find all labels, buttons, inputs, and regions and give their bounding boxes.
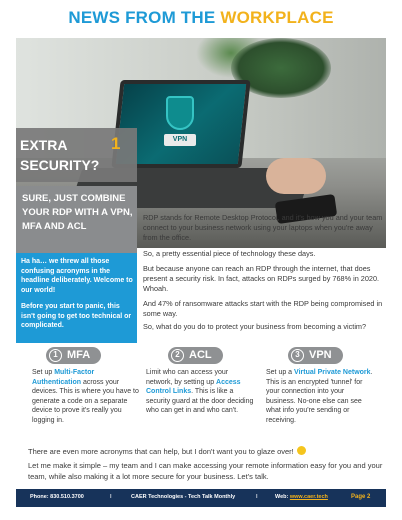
body-paragraph-1: RDP stands for Remote Desktop Protocol, and it's how you and your team connect to your business network using your laptops when you're away from the office. — [143, 213, 383, 242]
vpn-screen-tag: VPN — [164, 134, 196, 146]
closing-paragraph-1 — [28, 446, 383, 458]
number-circle-icon: 2 — [171, 349, 184, 362]
pill-label: VPN — [309, 349, 332, 361]
footer-web-link[interactable]: www.caer.tech — [289, 494, 328, 500]
footer-separator: I — [256, 494, 258, 500]
footer-phone: Phone: 830.510.3700 — [30, 494, 84, 500]
column-vpn — [266, 368, 374, 425]
smiley-icon — [297, 446, 306, 455]
title-part-workplace: WORKPLACE — [220, 8, 334, 27]
number-circle-icon: 3 — [291, 349, 304, 362]
column-text-post: . This is an encrypted 'tunnel' for your connection into your business. No-one else can see what info you're sending or receiving. — [266, 369, 373, 424]
footer-web — [275, 494, 328, 500]
closing-text-1: There are even more acronyms that can help, but I don't want you to glaze over! — [28, 447, 294, 456]
sidebar-subheading: SURE, JUST COMBINE YOUR RDP WITH A VPN, MFA AND ACL — [22, 193, 133, 232]
column-acl — [146, 368, 254, 416]
pill-vpn — [288, 347, 343, 364]
body-paragraph-5: So, what do you do to protect your business from becoming a victim? — [143, 322, 367, 331]
title-part-news: NEWS FROM THE — [68, 8, 221, 27]
column-highlight: Multi-Factor Authentication — [32, 369, 95, 386]
column-mfa — [32, 368, 140, 425]
pill-label: ACL — [189, 349, 212, 361]
footer-separator: I — [110, 494, 112, 500]
number-circle-icon: 1 — [49, 349, 62, 362]
body-paragraph-3: But because anyone can reach an RDP through the internet, that does present a security risk. In fact, attacks on RDPs surged by 768% in 2020. Whoah. — [143, 264, 380, 293]
hand-illustration — [266, 158, 326, 194]
closing-paragraph-2: Let me make it simple – my team and I can make accessing your remote information easy for you and your team, while also making it a lot more secure for your business. Let's talk. — [28, 461, 383, 481]
pill-label: MFA — [67, 349, 91, 361]
column-text-pre: Set up — [32, 369, 55, 376]
pill-acl — [168, 347, 223, 364]
column-text-pre: Limit who can access your network, by setting up — [146, 369, 229, 386]
column-highlight: Virtual Private Network — [294, 369, 371, 376]
headline-number: 1 — [111, 134, 121, 153]
column-highlight: Access Control Links — [146, 378, 241, 395]
page-title — [0, 8, 402, 28]
headline-title: EXTRA SECURITY? — [20, 137, 100, 173]
shield-icon — [166, 96, 194, 130]
body-paragraph-2: So, a pretty essential piece of technology these days. — [143, 249, 316, 258]
sidebar-note-2: Before you start to panic, this isn't going to get too technical or complicated. — [21, 303, 132, 329]
sidebar-note-1: Ha ha… we threw all those confusing acronyms in the headline deliberately. Welcome to our world! — [21, 258, 133, 294]
pill-mfa — [46, 347, 101, 364]
body-paragraph-4: And 47% of ransomware attacks start with the RDP being compromised in some way. — [143, 299, 383, 318]
footer-page-number: Page 2 — [351, 494, 371, 500]
column-text-post: . This is like a security guard at the door deciding who can get in and who can't. — [146, 388, 254, 414]
footer-newsletter: CAER Technologies - Tech Talk Monthly — [131, 494, 236, 500]
footer-bar — [16, 489, 386, 507]
column-text-pre: Set up a — [266, 369, 295, 376]
column-text-post: across your devices. This is where you have to generate a code on a separate device to prove it's really you logging in. — [32, 378, 139, 424]
footer-web-label: Web: — [275, 494, 290, 500]
